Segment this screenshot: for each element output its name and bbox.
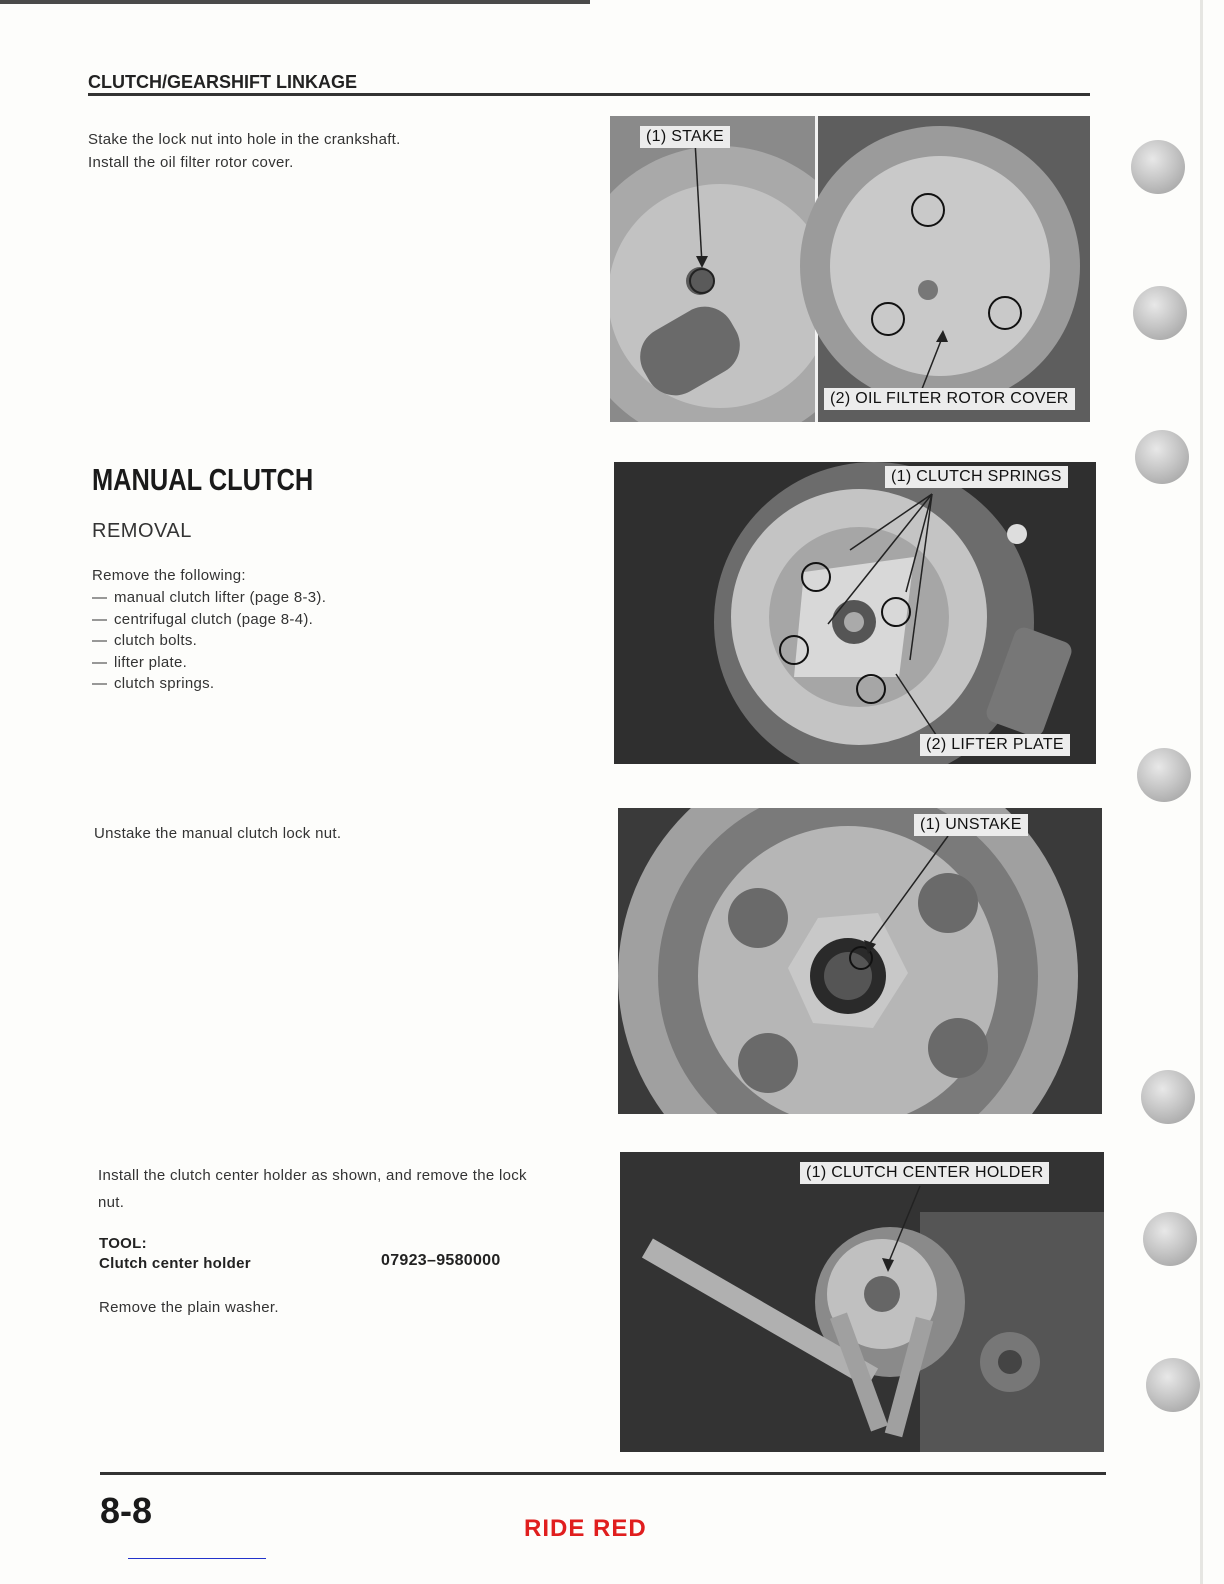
install-line-2: nut.: [98, 1194, 125, 1211]
binder-tab: [1143, 1212, 1197, 1266]
callout-oil-filter-rotor-cover: (2) OIL FILTER ROTOR COVER: [824, 388, 1075, 410]
intro-text: [88, 128, 401, 174]
list-item: — clutch bolts.: [92, 632, 198, 649]
header-rule: [88, 93, 1090, 96]
intro-line-2: Install the oil filter rotor cover.: [88, 154, 294, 171]
top-edge-line: [0, 0, 590, 4]
remove-intro: Remove the following:: [92, 567, 246, 584]
intro-line-1: Stake the lock nut into hole in the crankshaft.: [88, 131, 401, 148]
install-line-1: Install the clutch center holder as shown, and remove the lock: [98, 1167, 527, 1184]
callout-stake: (1) STAKE: [640, 126, 730, 148]
removal-list: [92, 587, 326, 695]
callout-lifter-plate: (2) LIFTER PLATE: [920, 734, 1070, 756]
tool-heading: TOOL:: [99, 1235, 147, 1252]
list-item: — centrifugal clutch (page 8-4).: [92, 610, 314, 628]
binder-tab: [1135, 430, 1189, 484]
footer-rule: [100, 1472, 1106, 1475]
figure-unstake-photo: [618, 808, 1102, 1114]
callout-clutch-springs: (1) CLUTCH SPRINGS: [885, 466, 1068, 488]
list-item: — lifter plate.: [92, 653, 188, 671]
removal-list-block: [92, 564, 326, 695]
figure-stake-oil-filter-photo: [610, 116, 1090, 422]
callout-clutch-center-holder: (1) CLUTCH CENTER HOLDER: [800, 1162, 1049, 1184]
washer-text: Remove the plain washer.: [99, 1299, 279, 1316]
section-title: MANUAL CLUTCH: [92, 462, 314, 497]
binder-tab: [1133, 286, 1187, 340]
install-text: [98, 1164, 608, 1214]
list-item: — clutch springs.: [92, 675, 215, 692]
page-edge: [1200, 0, 1203, 1584]
binder-tab: [1141, 1070, 1195, 1124]
figure-clutch-center-holder-photo: [620, 1152, 1104, 1452]
section-subtitle: REMOVAL: [92, 520, 192, 542]
tool-name: Clutch center holder: [99, 1255, 251, 1272]
callout-unstake: (1) UNSTAKE: [914, 814, 1028, 836]
link-underline: [128, 1558, 266, 1559]
unstake-text: Unstake the manual clutch lock nut.: [94, 825, 342, 842]
page-header-title: CLUTCH/GEARSHIFT LINKAGE: [88, 72, 357, 92]
page-number: 8-8: [100, 1490, 153, 1531]
brand-logo: RIDE RED: [524, 1515, 647, 1542]
binder-tab: [1146, 1358, 1200, 1412]
binder-tab: [1131, 140, 1185, 194]
figure-clutch-springs-photo: [614, 462, 1096, 764]
list-item: — manual clutch lifter (page 8-3).: [92, 589, 327, 606]
binder-tab: [1137, 748, 1191, 802]
tool-number: 07923–9580000: [381, 1252, 501, 1269]
